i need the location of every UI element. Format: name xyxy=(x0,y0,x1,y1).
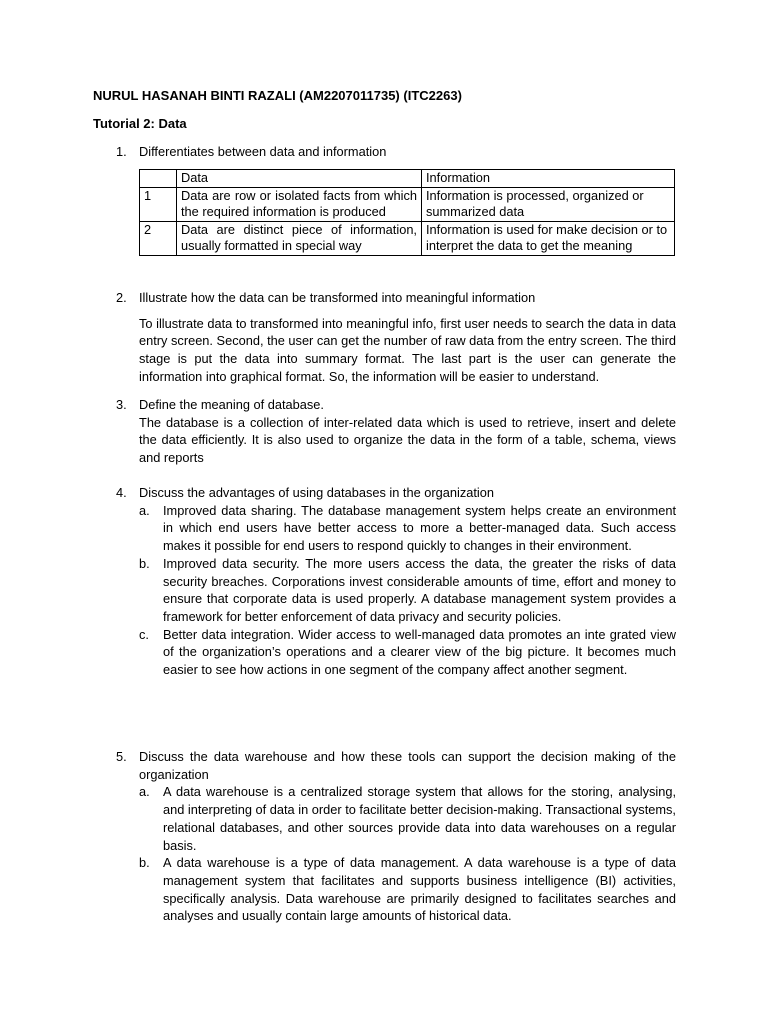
question-text: Define the meaning of database. xyxy=(139,397,324,412)
question-text: Illustrate how the data can be transformed into meaningful information xyxy=(139,290,536,305)
table-header-cell: Information xyxy=(422,170,675,188)
list-item xyxy=(139,502,676,555)
question-number: 5. xyxy=(116,749,127,764)
table-header-cell xyxy=(140,170,177,188)
list-item xyxy=(139,783,676,854)
tutorial-title: Tutorial 2: Data xyxy=(93,116,187,131)
question-number: 2. xyxy=(116,290,127,305)
item-text: Improved data sharing. The database management system helps create an environment in which end users have better access to more a better-managed data. Such access makes it possible for end users to respond quickly to changes in their environment. xyxy=(163,502,676,554)
table-header-cell: Data xyxy=(177,170,422,188)
table-cell: Information is used for make decision or to interpret the data to get the meaning xyxy=(422,221,675,255)
answer-text: To illustrate data to transformed into meaningful info, first user needs to search the data in data entry screen. Second, the user can get the number of raw data from the entry screen. The third stage is put the data into summary format. The last part is the user can generate the information into graphical format. So, the information will be easier to understand. xyxy=(139,315,676,384)
question-text: Discuss the advantages of using databases in the organization xyxy=(139,485,494,500)
item-text: A data warehouse is a centralized storage system that allows for the storing, analysing, and interpreting of data in order to facilitate better decision-making. Transactional systems, relational databases, and other sources provide data into data warehouses on a regular basis. xyxy=(163,784,676,853)
question-text: Differentiates between data and information xyxy=(139,144,387,159)
question-number: 3. xyxy=(116,397,127,412)
list-item xyxy=(139,854,676,925)
table-header-row xyxy=(140,170,675,188)
item-letter: b. xyxy=(139,555,150,571)
item-letter: b. xyxy=(139,855,150,871)
item-letter: a. xyxy=(139,502,150,518)
question-4 xyxy=(116,484,676,679)
list-item xyxy=(139,626,676,679)
question-1 xyxy=(116,143,676,161)
table-row xyxy=(140,221,675,255)
table-cell: Data are row or isolated facts from which the required information is produced xyxy=(177,187,422,221)
question-text: Discuss the data warehouse and how these tools can support the decision making of the organization xyxy=(139,749,676,782)
question-5 xyxy=(116,748,676,925)
table-cell: Data are distinct piece of information, usually formatted in special way xyxy=(177,221,422,255)
list-item xyxy=(139,555,676,626)
table-cell: Information is processed, organized or summarized data xyxy=(422,187,675,221)
question-3 xyxy=(116,396,676,467)
answer-text: The database is a collection of inter-related data which is used to retrieve, insert and delete the data efficiently. It is also used to organize the data in the form of a table, schema, views and reports xyxy=(139,414,676,466)
question-number: 4. xyxy=(116,485,127,500)
item-letter: a. xyxy=(139,784,150,800)
item-text: A data warehouse is a type of data management. A data warehouse is a type of data management system that facilitates and supports business intelligence (BI) activities, specifically analysis. Data warehouse are primarily designed to facilitates searches and analyses and usually contain large amounts of historical data. xyxy=(163,855,676,924)
question-2 xyxy=(116,289,676,386)
table-cell: 1 xyxy=(140,187,177,221)
item-letter: c. xyxy=(139,626,149,642)
table-cell: 2 xyxy=(140,221,177,255)
question-number: 1. xyxy=(116,144,127,159)
document-header: NURUL HASANAH BINTI RAZALI (AM2207011735) (ITC2263) xyxy=(93,88,462,103)
table-row xyxy=(140,187,675,221)
item-text: Better data integration. Wider access to well-managed data promotes an inte grated view of the organization’s operations and a clearer view of the big picture. It becomes much easier to see how actions in one segment of the company affect another segment. xyxy=(163,626,676,678)
data-vs-information-table xyxy=(139,169,675,256)
item-text: Improved data security. The more users access the data, the greater the risks of data security breaches. Corporations invest considerable amounts of time, effort and money to ensure that corporate data is used properly. A database management system provides a framework for better enforcement of data privacy and security policies. xyxy=(163,555,676,624)
